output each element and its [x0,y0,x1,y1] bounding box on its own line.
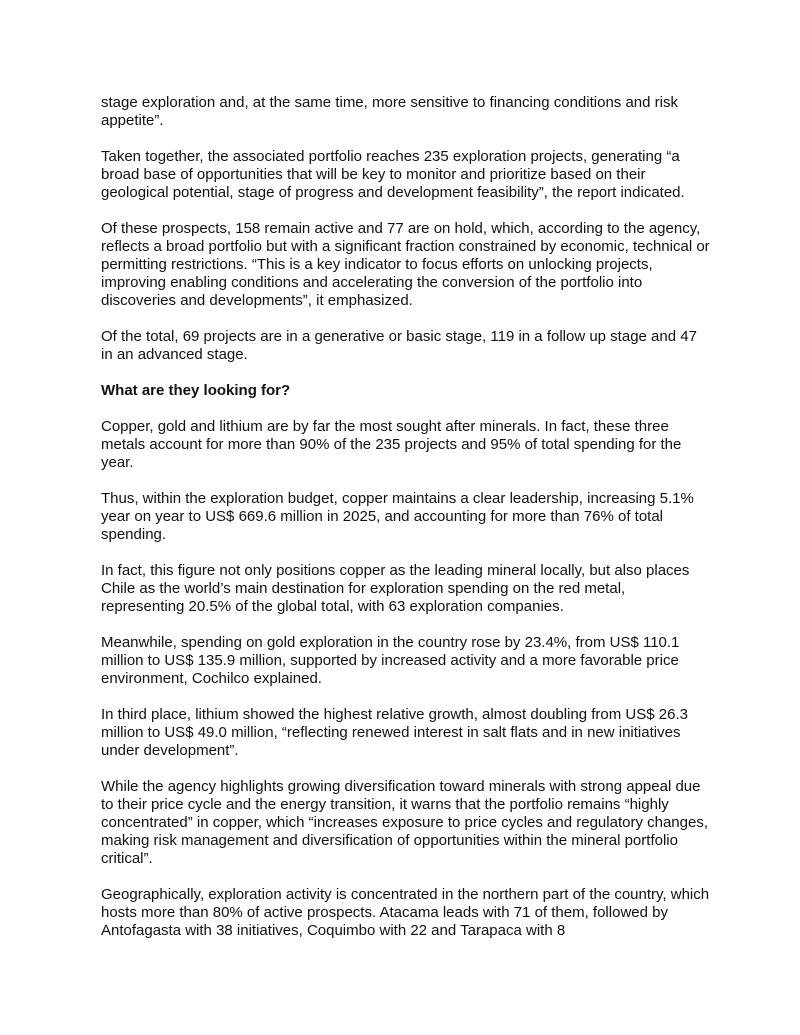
paragraph: Of these prospects, 158 remain active and 77 are on hold, which, according to the agency, reflects a broad portfolio but with a significant fraction constrained by economic, technical or permitting restrictions. “This is a key indicator to focus efforts on unlocking projects, improving enabling conditions and accelerating the conversion of the portfolio into discoveries and developments”, it emphasized. [101,220,710,309]
paragraph: Geographically, exploration activity is concentrated in the northern part of the country, which hosts more than 80% of active prospects. Atacama leads with 71 of them, followed by Antofagasta with 38 initiatives, Coquimbo with 22 and Tarapaca with 8 [101,886,710,939]
paragraph: Copper, gold and lithium are by far the most sought after minerals. In fact, these three metals account for more than 90% of the 235 projects and 95% of total spending for the year. [101,418,682,471]
section-heading: What are they looking for? [101,382,291,399]
document-page [101,94,711,958]
paragraph: While the agency highlights growing diversification toward minerals with strong appeal due to their price cycle and the energy transition, it warns that the portfolio remains “highly concentrated” in copper, which “increases exposure to price cycles and regulatory changes, making risk management and diversification of opportunities within the mineral portfolio critical”. [101,778,708,867]
paragraph: Of the total, 69 projects are in a generative or basic stage, 119 in a follow up stage and 47 in an advanced stage. [101,328,697,363]
paragraph: Taken together, the associated portfolio reaches 235 exploration projects, generating “a broad base of opportunities that will be key to monitor and prioritize based on their geological potential, stage of progress and development feasibility”, the report indicated. [101,148,685,201]
paragraph: In third place, lithium showed the highest relative growth, almost doubling from US$ 26.3 million to US$ 49.0 million, “reflecting renewed interest in salt flats and in new initiatives under development”. [101,706,688,759]
paragraph: Meanwhile, spending on gold exploration in the country rose by 23.4%, from US$ 110.1 million to US$ 135.9 million, supported by increased activity and a more favorable price environment, Cochilco explained. [101,634,680,687]
paragraph: In fact, this figure not only positions copper as the leading mineral locally, but also places Chile as the world’s main destination for exploration spending on the red metal, representing 20.5% of the global total, with 63 exploration companies. [101,562,690,615]
paragraph: Thus, within the exploration budget, copper maintains a clear leadership, increasing 5.1% year on year to US$ 669.6 million in 2025, and accounting for more than 76% of total spending. [101,490,694,543]
paragraph: stage exploration and, at the same time, more sensitive to financing conditions and risk appetite”. [101,94,678,129]
